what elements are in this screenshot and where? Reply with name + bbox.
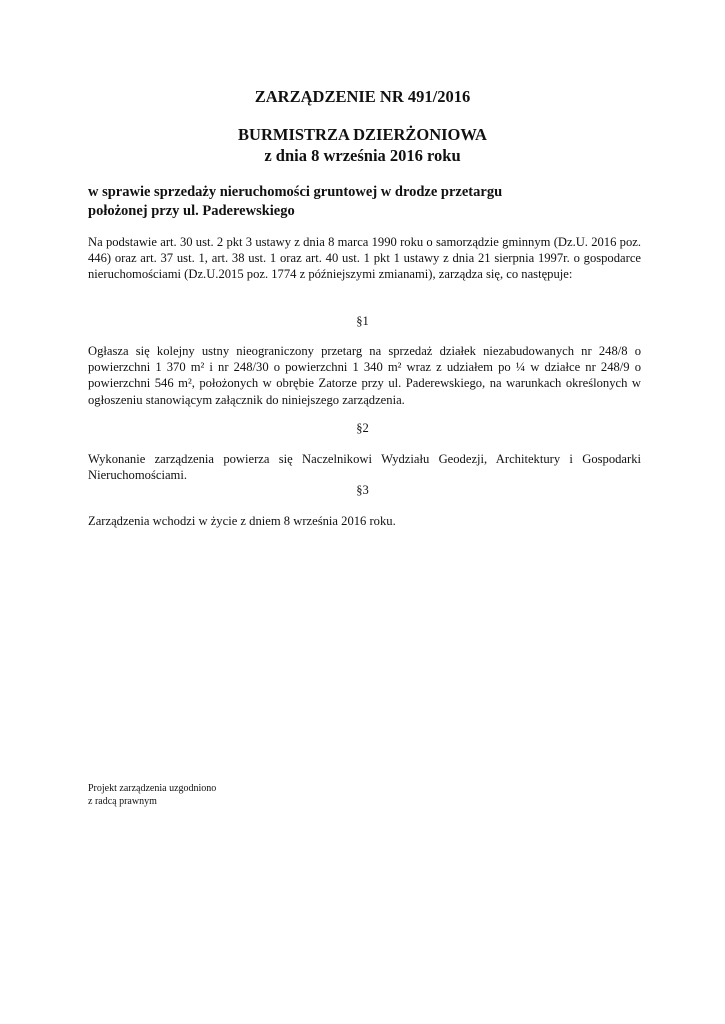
- issuer-heading: BURMISTRZA DZIERŻONIOWA: [238, 125, 487, 144]
- subject-line-2: położonej przy ul. Paderewskiego: [88, 203, 295, 219]
- section-2-heading: §2: [356, 421, 369, 435]
- section-3-text: Zarządzenia wchodzi w życie z dniem 8 września 2016 roku.: [88, 514, 396, 528]
- section-2-text: Wykonanie zarządzenia powierza się Naczelnikowi Wydziału Geodezji, Architektury i Gospodarki Nieruchomościami.: [88, 452, 641, 483]
- document-number-heading: ZARZĄDZENIE NR 491/2016: [254, 87, 471, 106]
- approval-note-line-2: z radcą prawnym: [88, 796, 157, 807]
- legal-basis-paragraph: Na podstawie art. 30 ust. 2 pkt 3 ustawy z dnia 8 marca 1990 roku o samorządzie gminnym (Dz.U. 2016 poz. 446) oraz art. 37 ust. 1, art. 38 ust. 1 oraz art. 40 ust. 1 pkt 1 ustawy z dnia 21 sierpnia 1997r. o gospodarce nieruchomościami (Dz.U.2015 poz. 1774 z późniejszymi zmianami), zarządza się, co następuje:: [88, 235, 641, 282]
- approval-note-line-1: Projekt zarządzenia uzgodniono: [88, 783, 217, 794]
- section-1-heading: §1: [356, 314, 369, 328]
- subject-line-1: w sprawie sprzedaży nieruchomości gruntowej w drodze przetargu: [88, 184, 503, 200]
- date-heading: z dnia 8 września 2016 roku: [264, 146, 461, 165]
- section-3-heading: §3: [356, 483, 369, 497]
- legal-approval-note: [88, 782, 216, 808]
- subject-heading: [88, 183, 648, 221]
- section-1-text: Ogłasza się kolejny ustny nieograniczony przetarg na sprzedaż działek niezabudowanych nr 248/8 o powierzchni 1 370 m² i nr 248/30 o powierzchni 1 340 m² wraz z udziałem po ¼ w działce nr 248/9 o powierzchni 546 m², położonych w obrębie Zatorze przy ul. Paderewskiego, na warunkach określonych w ogłoszeniu stanowiącym załącznik do niniejszego zarządzenia.: [88, 344, 641, 407]
